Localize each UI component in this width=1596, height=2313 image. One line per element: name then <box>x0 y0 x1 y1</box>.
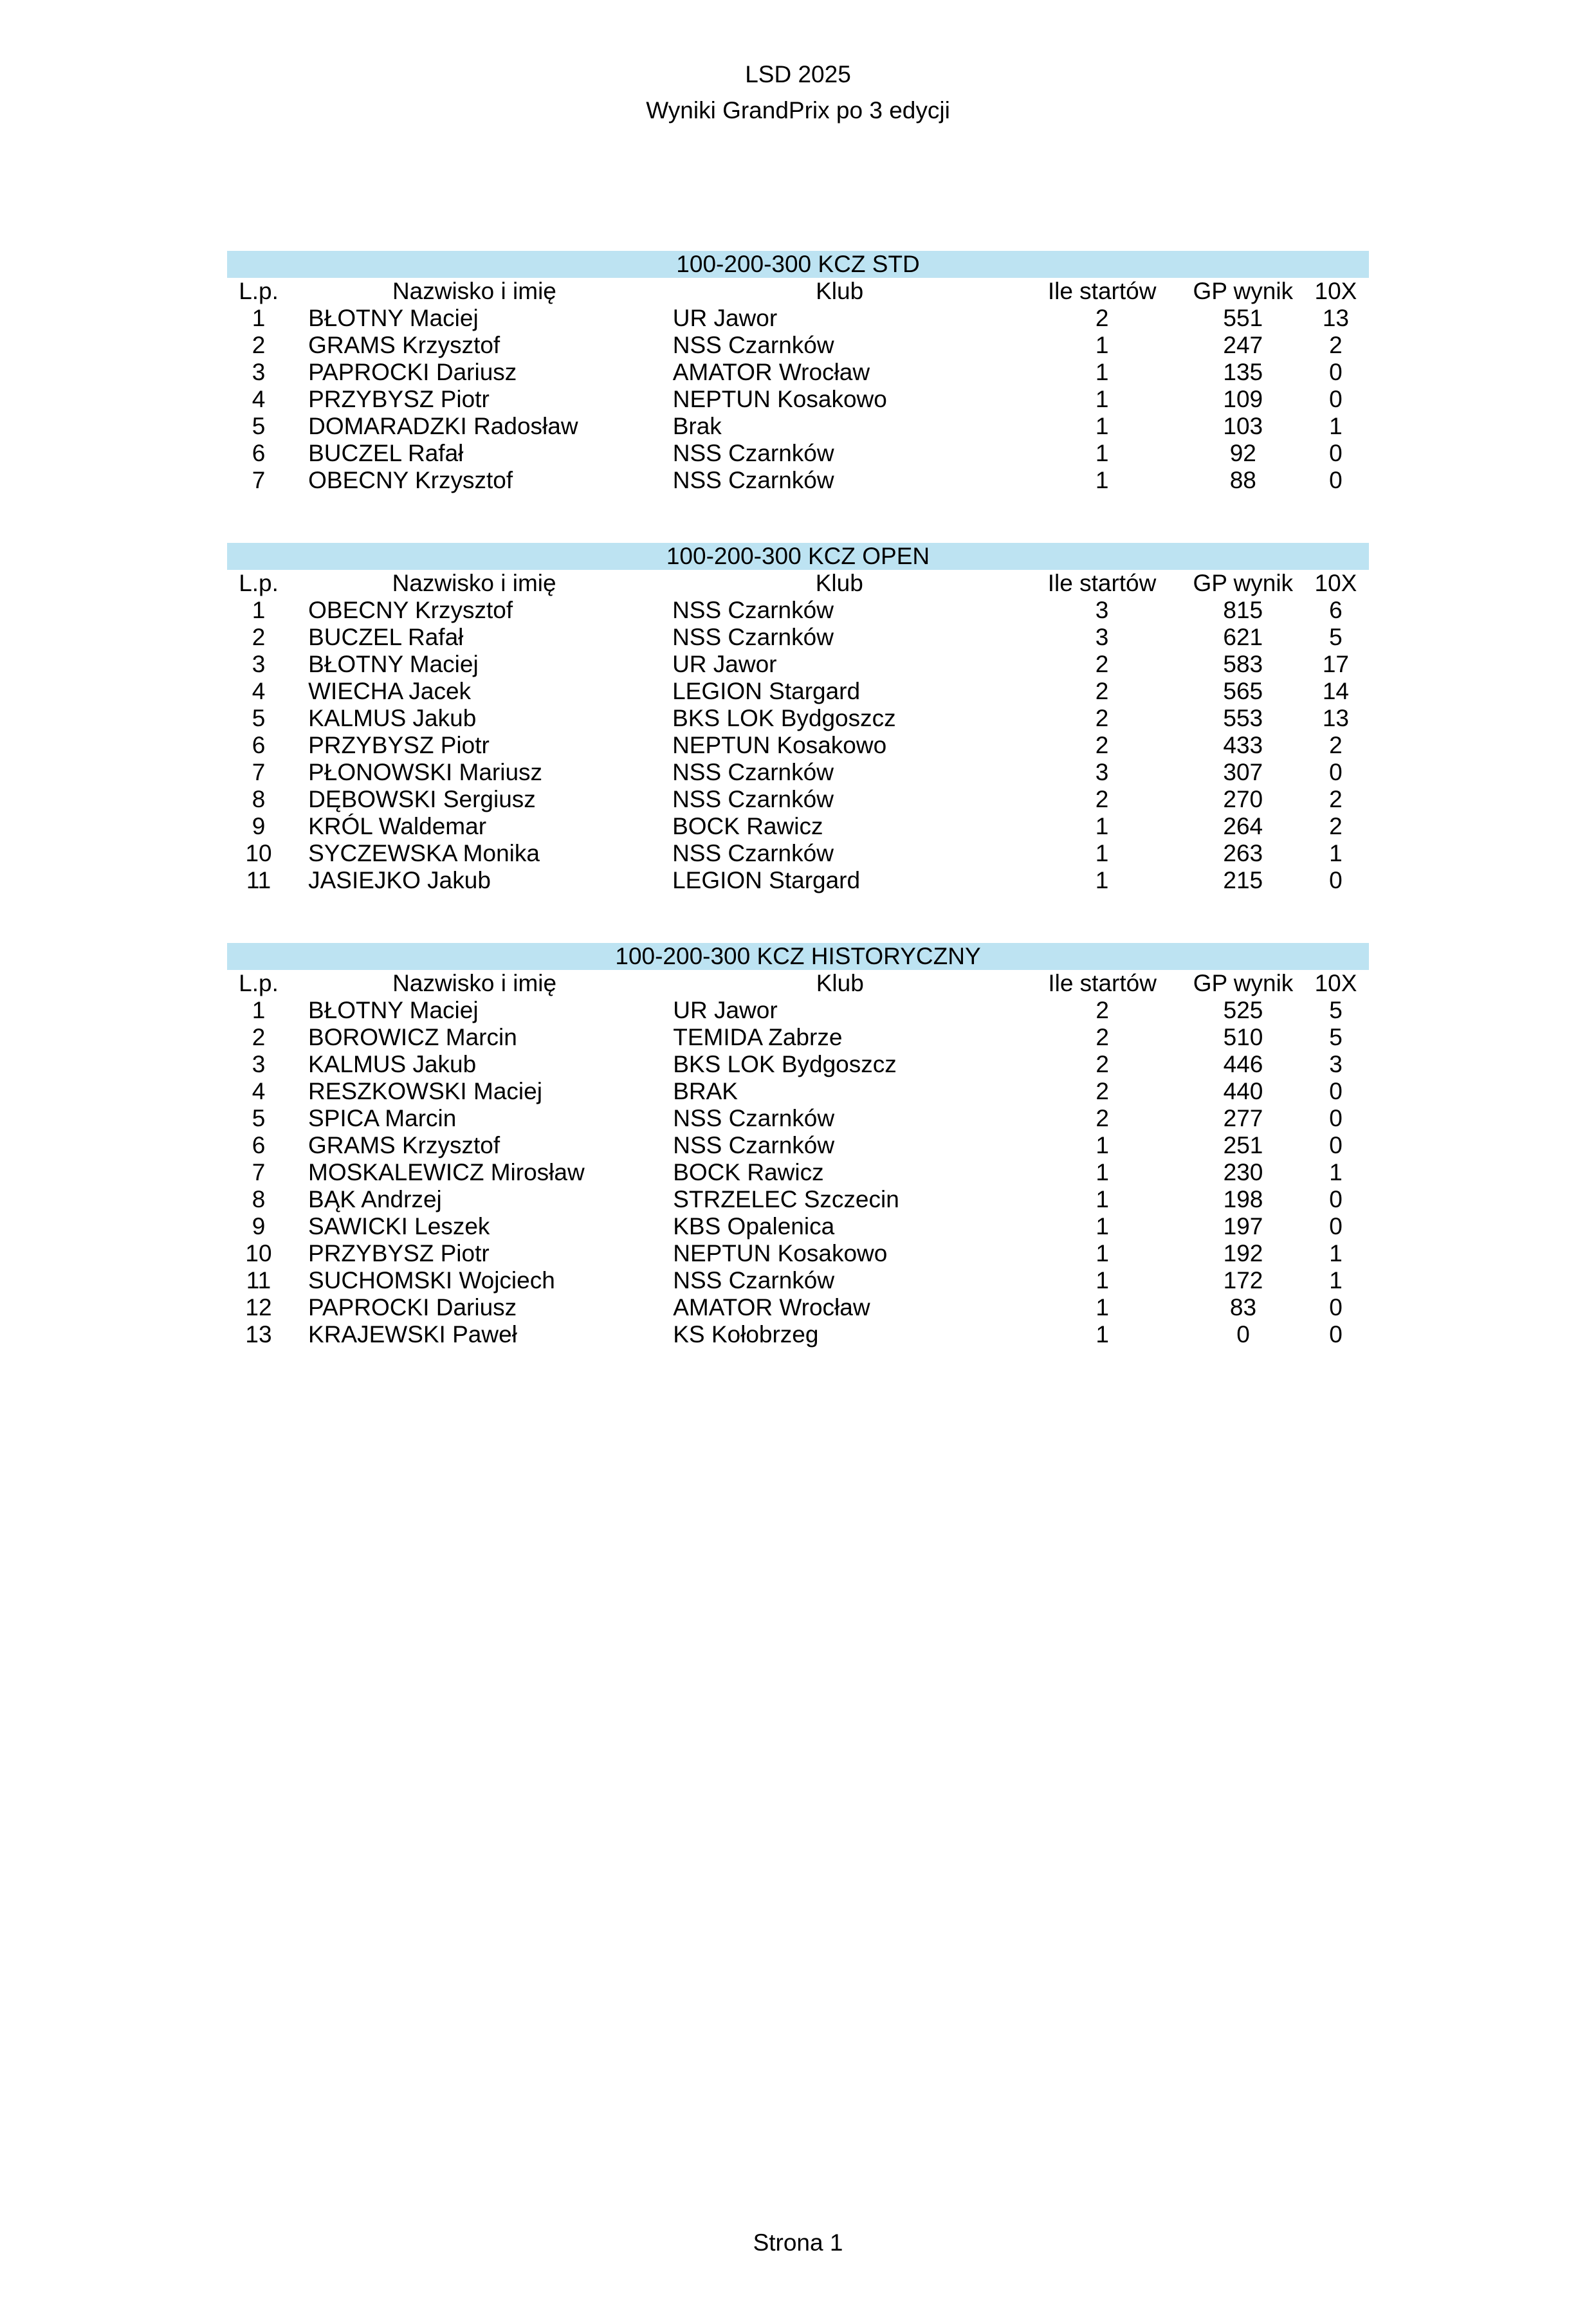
document-subtitle: Wyniki GrandPrix po 3 edycji <box>646 97 950 124</box>
cell-tenx: 2 <box>1329 332 1343 359</box>
cell-club: BRAK <box>673 1078 738 1105</box>
cell-club: NEPTUN Kosakowo <box>672 386 887 413</box>
cell-name: GRAMS Krzysztof <box>308 1132 500 1159</box>
cell-gp: 0 <box>1236 1321 1250 1348</box>
cell-club: AMATOR Wrocław <box>673 1294 870 1321</box>
cell-name: PŁONOWSKI Mariusz <box>308 759 543 786</box>
section-title: 100-200-300 KCZ OPEN <box>227 543 1369 570</box>
cell-starts: 2 <box>1096 1078 1109 1105</box>
cell-club: NEPTUN Kosakowo <box>673 1240 888 1267</box>
cell-gp: 270 <box>1223 786 1263 813</box>
column-header-name: Nazwisko i imię <box>392 570 556 597</box>
table-row <box>227 1240 1369 1267</box>
cell-starts: 3 <box>1095 624 1109 651</box>
cell-gp: 192 <box>1223 1240 1263 1267</box>
cell-starts: 1 <box>1095 332 1109 359</box>
cell-gp: 621 <box>1223 624 1263 651</box>
column-header-lp: L.p. <box>239 970 279 997</box>
cell-name: BUCZEL Rafał <box>308 440 464 467</box>
cell-club: NSS Czarnków <box>673 1105 835 1132</box>
cell-tenx: 2 <box>1329 786 1343 813</box>
cell-gp: 583 <box>1223 651 1263 678</box>
table-row <box>227 1213 1369 1240</box>
cell-gp: 263 <box>1223 840 1263 867</box>
table-row <box>227 840 1369 867</box>
cell-lp: 3 <box>252 1051 266 1078</box>
table-row <box>227 440 1369 467</box>
cell-lp: 1 <box>252 305 266 332</box>
cell-tenx: 0 <box>1329 440 1343 467</box>
cell-gp: 247 <box>1223 332 1263 359</box>
cell-starts: 2 <box>1095 678 1109 705</box>
cell-tenx: 1 <box>1329 1159 1343 1186</box>
cell-club: NSS Czarnków <box>672 624 834 651</box>
section-title: 100-200-300 KCZ STD <box>227 251 1369 278</box>
table-row <box>227 1321 1369 1348</box>
cell-lp: 10 <box>245 1240 272 1267</box>
cell-club: NEPTUN Kosakowo <box>672 732 887 759</box>
cell-lp: 9 <box>252 813 266 840</box>
cell-name: OBECNY Krzysztof <box>308 467 513 494</box>
cell-starts: 1 <box>1095 440 1109 467</box>
cell-tenx: 0 <box>1329 1105 1343 1132</box>
document-title: LSD 2025 <box>745 61 851 87</box>
cell-lp: 3 <box>252 359 266 386</box>
cell-name: SPICA Marcin <box>308 1105 457 1132</box>
section-spacer <box>227 494 1369 543</box>
cell-name: BŁOTNY Maciej <box>308 997 479 1024</box>
cell-starts: 1 <box>1095 413 1109 440</box>
column-header-lp: L.p. <box>239 278 279 305</box>
sections-container <box>227 251 1369 1348</box>
cell-tenx: 0 <box>1329 359 1343 386</box>
cell-club: UR Jawor <box>673 997 778 1024</box>
column-header-gp: GP wynik <box>1193 970 1294 997</box>
column-header-name: Nazwisko i imię <box>392 278 556 305</box>
cell-tenx: 13 <box>1322 305 1350 332</box>
table-row <box>227 1105 1369 1132</box>
document-page <box>0 57 1596 2313</box>
cell-club: STRZELEC Szczecin <box>673 1186 899 1213</box>
table-row <box>227 651 1369 678</box>
cell-tenx: 2 <box>1329 813 1343 840</box>
column-header-starts: Ile startów <box>1047 278 1157 305</box>
column-header-row <box>227 970 1369 997</box>
cell-gp: 553 <box>1223 705 1263 732</box>
section-title-row <box>227 251 1369 278</box>
cell-starts: 2 <box>1095 732 1109 759</box>
cell-tenx: 0 <box>1329 759 1343 786</box>
table-row <box>227 1267 1369 1294</box>
cell-club: NSS Czarnków <box>672 467 834 494</box>
section-title: 100-200-300 KCZ HISTORYCZNY <box>227 943 1369 970</box>
cell-club: LEGION Stargard <box>672 678 861 705</box>
cell-tenx: 2 <box>1329 732 1343 759</box>
cell-starts: 3 <box>1095 597 1109 624</box>
table-row <box>227 1159 1369 1186</box>
cell-tenx: 0 <box>1329 386 1343 413</box>
cell-lp: 1 <box>252 597 266 624</box>
column-header-starts: Ile startów <box>1048 970 1157 997</box>
cell-name: KRAJEWSKI Paweł <box>308 1321 517 1348</box>
cell-lp: 7 <box>252 1159 266 1186</box>
cell-club: NSS Czarnków <box>672 597 834 624</box>
cell-starts: 2 <box>1096 1024 1109 1051</box>
cell-name: PRZYBYSZ Piotr <box>308 1240 490 1267</box>
cell-starts: 2 <box>1096 1105 1109 1132</box>
cell-tenx: 0 <box>1329 867 1343 894</box>
column-header-name: Nazwisko i imię <box>392 970 557 997</box>
cell-gp: 172 <box>1223 1267 1263 1294</box>
results-table <box>227 543 1369 894</box>
cell-lp: 8 <box>252 1186 266 1213</box>
cell-lp: 12 <box>245 1294 272 1321</box>
cell-name: BOROWICZ Marcin <box>308 1024 517 1051</box>
cell-gp: 815 <box>1223 597 1263 624</box>
cell-club: AMATOR Wrocław <box>672 359 870 386</box>
cell-tenx: 1 <box>1329 413 1343 440</box>
table-row <box>227 867 1369 894</box>
cell-lp: 5 <box>252 1105 266 1132</box>
cell-name: BUCZEL Rafał <box>308 624 464 651</box>
cell-club: NSS Czarnków <box>672 759 834 786</box>
cell-tenx: 1 <box>1329 1240 1343 1267</box>
column-header-gp: GP wynik <box>1193 278 1294 305</box>
cell-tenx: 13 <box>1322 705 1350 732</box>
section-spacer <box>227 894 1369 943</box>
cell-club: NSS Czarnków <box>672 440 834 467</box>
cell-name: BĄK Andrzej <box>308 1186 442 1213</box>
cell-name: WIECHA Jacek <box>308 678 472 705</box>
cell-gp: 198 <box>1223 1186 1263 1213</box>
cell-lp: 11 <box>246 1267 271 1294</box>
cell-starts: 2 <box>1095 305 1109 332</box>
column-header-lp: L.p. <box>239 570 279 597</box>
cell-starts: 1 <box>1095 467 1109 494</box>
table-row <box>227 1186 1369 1213</box>
table-row <box>227 1051 1369 1078</box>
cell-starts: 2 <box>1095 705 1109 732</box>
cell-lp: 6 <box>252 732 266 759</box>
cell-lp: 2 <box>252 1024 266 1051</box>
cell-name: KRÓL Waldemar <box>308 813 487 840</box>
cell-gp: 433 <box>1223 732 1263 759</box>
cell-lp: 2 <box>252 624 266 651</box>
cell-starts: 1 <box>1095 840 1109 867</box>
cell-starts: 2 <box>1096 1051 1109 1078</box>
cell-gp: 197 <box>1223 1213 1263 1240</box>
cell-gp: 551 <box>1223 305 1263 332</box>
cell-club: BKS LOK Bydgoszcz <box>672 705 896 732</box>
cell-tenx: 5 <box>1329 997 1343 1024</box>
results-content <box>227 251 1369 1348</box>
cell-name: SYCZEWSKA Monika <box>308 840 540 867</box>
cell-name: DOMARADZKI Radosław <box>308 413 578 440</box>
cell-gp: 565 <box>1223 678 1263 705</box>
cell-lp: 6 <box>252 440 266 467</box>
results-table <box>227 251 1369 494</box>
column-header-10x: 10X <box>1314 970 1357 997</box>
cell-gp: 109 <box>1223 386 1263 413</box>
page-footer: Strona 1 <box>753 2229 843 2256</box>
cell-starts: 2 <box>1095 786 1109 813</box>
cell-gp: 92 <box>1229 440 1256 467</box>
column-header-gp: GP wynik <box>1193 570 1294 597</box>
cell-name: RESZKOWSKI Maciej <box>308 1078 542 1105</box>
cell-club: NSS Czarnków <box>672 840 834 867</box>
table-row <box>227 1078 1369 1105</box>
cell-tenx: 1 <box>1329 1267 1343 1294</box>
table-row <box>227 759 1369 786</box>
cell-gp: 440 <box>1223 1078 1263 1105</box>
cell-club: KS Kołobrzeg <box>673 1321 819 1348</box>
column-header-starts: Ile startów <box>1047 570 1157 597</box>
cell-gp: 251 <box>1223 1132 1263 1159</box>
cell-lp: 4 <box>252 1078 266 1105</box>
cell-tenx: 0 <box>1329 1294 1343 1321</box>
cell-starts: 1 <box>1096 1159 1109 1186</box>
cell-gp: 83 <box>1229 1294 1257 1321</box>
cell-name: JASIEJKO Jakub <box>308 867 491 894</box>
cell-club: NSS Czarnków <box>672 332 834 359</box>
cell-club: BOCK Rawicz <box>673 1159 824 1186</box>
table-row <box>227 386 1369 413</box>
cell-gp: 446 <box>1223 1051 1263 1078</box>
cell-name: MOSKALEWICZ Mirosław <box>308 1159 585 1186</box>
section-title-row <box>227 943 1369 970</box>
cell-starts: 1 <box>1096 1294 1109 1321</box>
cell-name: PAPROCKI Dariusz <box>308 359 517 386</box>
cell-tenx: 14 <box>1322 678 1350 705</box>
cell-lp: 9 <box>252 1213 266 1240</box>
table-row <box>227 332 1369 359</box>
table-row <box>227 305 1369 332</box>
table-row <box>227 597 1369 624</box>
cell-club: NSS Czarnków <box>673 1132 835 1159</box>
cell-club: NSS Czarnków <box>672 786 834 813</box>
cell-starts: 1 <box>1095 813 1109 840</box>
cell-gp: 135 <box>1223 359 1263 386</box>
cell-tenx: 0 <box>1329 1132 1343 1159</box>
cell-club: NSS Czarnków <box>673 1267 835 1294</box>
cell-gp: 88 <box>1229 467 1256 494</box>
cell-tenx: 0 <box>1329 1321 1343 1348</box>
results-table <box>227 943 1369 1348</box>
cell-name: KALMUS Jakub <box>308 1051 477 1078</box>
cell-starts: 1 <box>1096 1321 1109 1348</box>
cell-club: BOCK Rawicz <box>672 813 823 840</box>
cell-name: OBECNY Krzysztof <box>308 597 513 624</box>
column-header-10x: 10X <box>1314 570 1357 597</box>
cell-tenx: 17 <box>1322 651 1350 678</box>
cell-lp: 6 <box>252 1132 266 1159</box>
cell-lp: 4 <box>252 386 266 413</box>
cell-tenx: 0 <box>1329 1186 1343 1213</box>
cell-starts: 1 <box>1095 359 1109 386</box>
section-title-row <box>227 543 1369 570</box>
cell-name: KALMUS Jakub <box>308 705 477 732</box>
table-row <box>227 813 1369 840</box>
cell-tenx: 0 <box>1329 467 1343 494</box>
cell-tenx: 0 <box>1329 1213 1343 1240</box>
cell-lp: 5 <box>252 705 266 732</box>
column-header-row <box>227 570 1369 597</box>
cell-club: Brak <box>672 413 722 440</box>
column-header-row <box>227 278 1369 305</box>
table-row <box>227 624 1369 651</box>
table-row <box>227 1132 1369 1159</box>
table-row <box>227 1294 1369 1321</box>
table-row <box>227 467 1369 494</box>
table-row <box>227 732 1369 759</box>
cell-name: PRZYBYSZ Piotr <box>308 386 490 413</box>
cell-name: PAPROCKI Dariusz <box>308 1294 517 1321</box>
cell-club: UR Jawor <box>672 651 777 678</box>
cell-name: PRZYBYSZ Piotr <box>308 732 490 759</box>
cell-name: BŁOTNY Maciej <box>308 651 479 678</box>
cell-starts: 2 <box>1096 997 1109 1024</box>
cell-lp: 3 <box>252 651 266 678</box>
cell-lp: 1 <box>252 997 266 1024</box>
cell-lp: 10 <box>245 840 272 867</box>
cell-club: UR Jawor <box>672 305 778 332</box>
cell-lp: 7 <box>252 759 266 786</box>
cell-lp: 8 <box>252 786 266 813</box>
cell-club: BKS LOK Bydgoszcz <box>673 1051 897 1078</box>
table-row <box>227 413 1369 440</box>
cell-name: BŁOTNY Maciej <box>308 305 479 332</box>
cell-lp: 5 <box>252 413 266 440</box>
cell-starts: 1 <box>1095 386 1109 413</box>
cell-starts: 1 <box>1096 1267 1109 1294</box>
cell-tenx: 3 <box>1329 1051 1343 1078</box>
cell-name: GRAMS Krzysztof <box>308 332 500 359</box>
cell-starts: 1 <box>1096 1213 1109 1240</box>
cell-gp: 510 <box>1223 1024 1263 1051</box>
cell-club: TEMIDA Zabrze <box>673 1024 843 1051</box>
cell-name: DĘBOWSKI Sergiusz <box>308 786 536 813</box>
cell-tenx: 6 <box>1329 597 1343 624</box>
cell-tenx: 1 <box>1329 840 1343 867</box>
cell-name: SUCHOMSKI Wojciech <box>308 1267 555 1294</box>
cell-gp: 103 <box>1223 413 1263 440</box>
cell-gp: 525 <box>1223 997 1263 1024</box>
cell-starts: 1 <box>1095 867 1109 894</box>
cell-gp: 230 <box>1223 1159 1263 1186</box>
cell-name: SAWICKI Leszek <box>308 1213 490 1240</box>
column-header-club: Klub <box>815 570 863 597</box>
cell-tenx: 5 <box>1329 624 1343 651</box>
table-row <box>227 705 1369 732</box>
cell-starts: 3 <box>1095 759 1109 786</box>
table-row <box>227 786 1369 813</box>
column-header-club: Klub <box>816 970 864 997</box>
cell-club: KBS Opalenica <box>673 1213 835 1240</box>
cell-gp: 264 <box>1223 813 1263 840</box>
cell-lp: 7 <box>252 467 266 494</box>
column-header-10x: 10X <box>1314 278 1357 305</box>
cell-starts: 1 <box>1096 1132 1109 1159</box>
table-row <box>227 359 1369 386</box>
cell-lp: 2 <box>252 332 266 359</box>
cell-lp: 11 <box>246 867 271 894</box>
cell-lp: 4 <box>252 678 266 705</box>
cell-gp: 307 <box>1223 759 1263 786</box>
cell-tenx: 5 <box>1329 1024 1343 1051</box>
cell-starts: 1 <box>1096 1240 1109 1267</box>
cell-tenx: 0 <box>1329 1078 1343 1105</box>
cell-club: LEGION Stargard <box>672 867 861 894</box>
cell-starts: 2 <box>1095 651 1109 678</box>
cell-starts: 1 <box>1096 1186 1109 1213</box>
cell-gp: 277 <box>1223 1105 1263 1132</box>
column-header-club: Klub <box>816 278 864 305</box>
table-row <box>227 997 1369 1024</box>
table-row <box>227 1024 1369 1051</box>
cell-gp: 215 <box>1223 867 1263 894</box>
document-header <box>0 57 1596 129</box>
cell-lp: 13 <box>245 1321 272 1348</box>
table-row <box>227 678 1369 705</box>
